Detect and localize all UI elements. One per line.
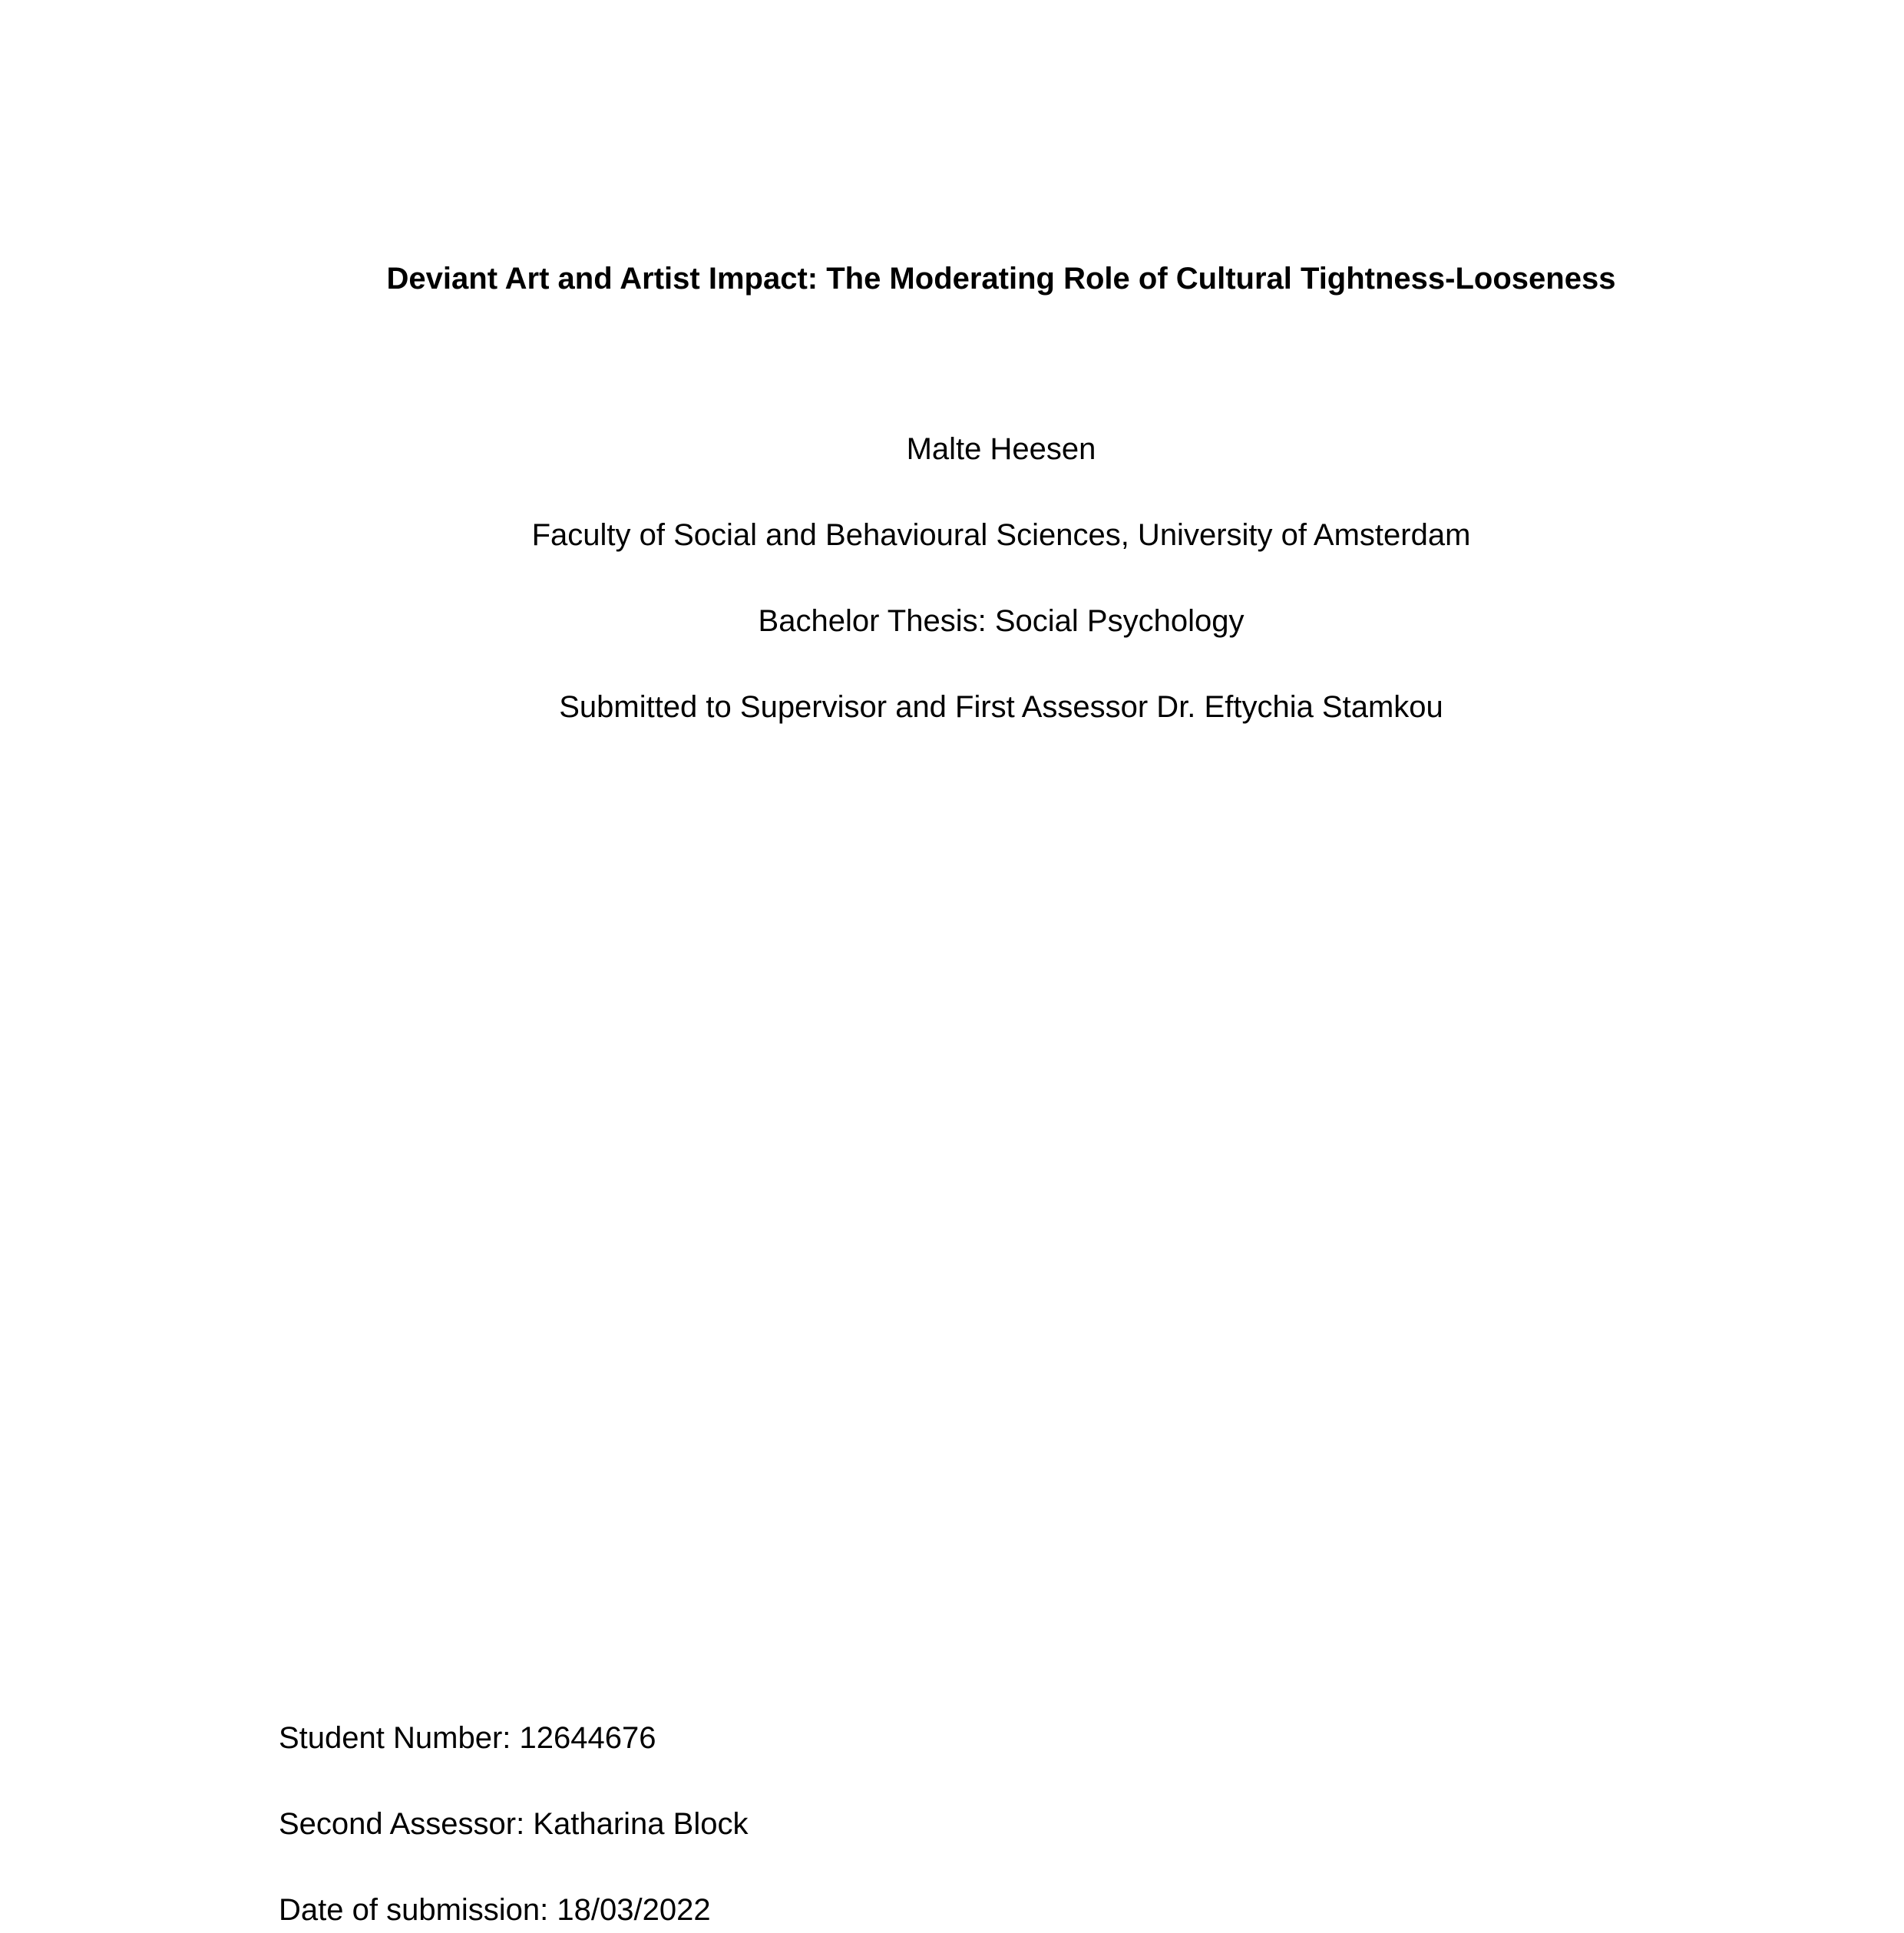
submission-date: Date of submission: 18/03/2022: [279, 1893, 711, 1927]
faculty-line: Faculty of Social and Behavioural Sciences, University of Amsterdam: [531, 518, 1471, 552]
author-name: Malte Heesen: [906, 432, 1096, 466]
supervisor-line: Submitted to Supervisor and First Assessor Dr. Eftychia Stamkou: [559, 690, 1443, 724]
student-number: Student Number: 12644676: [279, 1721, 656, 1755]
thesis-title: Deviant Art and Artist Impact: The Moderating Role of Cultural Tightness-Looseness: [386, 262, 1616, 296]
second-assessor: Second Assessor: Katharina Block: [279, 1807, 749, 1841]
program-line: Bachelor Thesis: Social Psychology: [758, 604, 1245, 638]
